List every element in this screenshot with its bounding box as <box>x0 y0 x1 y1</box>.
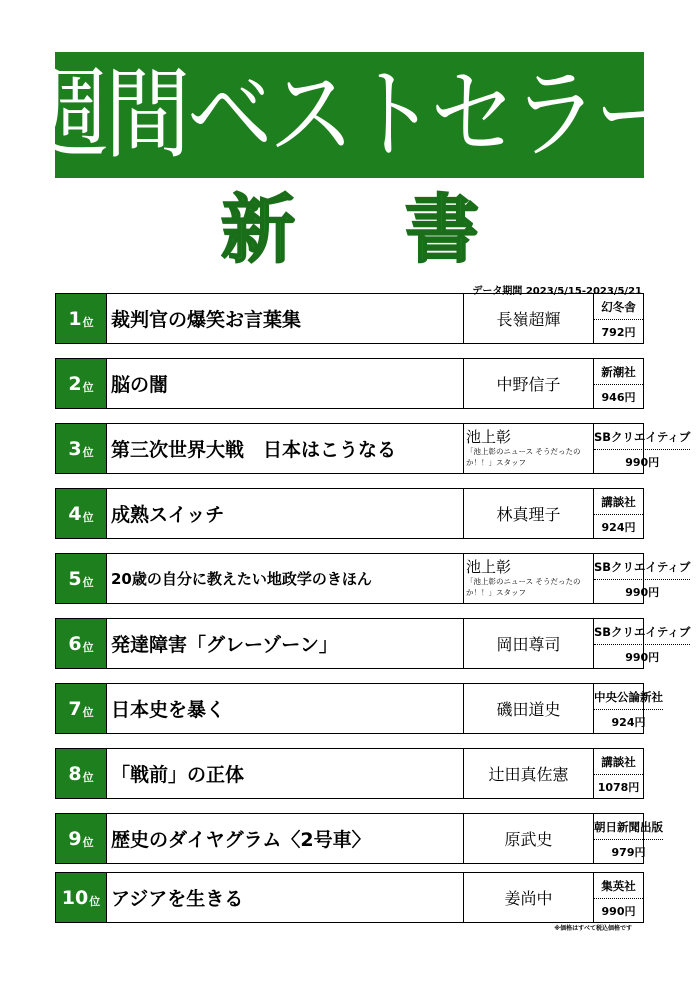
publisher: SBクリエイティブ <box>594 554 690 580</box>
author-name: 池上彰 <box>466 428 512 446</box>
ranking-row <box>55 358 644 409</box>
rank-number: 8 <box>68 762 82 785</box>
rank-badge <box>56 359 107 408</box>
author-name: 池上彰 <box>466 558 512 576</box>
publisher-price-cell <box>594 294 643 343</box>
book-title: 裁判官の爆笑お言葉集 <box>107 294 464 343</box>
rank-number: 1 <box>68 307 82 330</box>
rank-number: 10 <box>61 886 89 909</box>
publisher: SBクリエイティブ <box>594 619 690 645</box>
author-note: 「池上彰のニュース そうだったのか！！」スタッフ <box>466 577 581 597</box>
book-title: 発達障害「グレーゾーン」 <box>107 619 464 668</box>
publisher: 講談社 <box>594 749 643 775</box>
ranking-row <box>55 748 644 799</box>
author-name: 辻田真佐憲 <box>488 765 569 784</box>
price: 990円 <box>625 650 660 664</box>
publisher: 中央公論新社 <box>594 684 663 710</box>
rank-number: 9 <box>68 827 82 850</box>
author-cell <box>464 684 594 733</box>
price-footnote: ※価格はすべて税込価格です <box>554 925 632 932</box>
price: 990円 <box>625 585 660 599</box>
book-title: 「戦前」の正体 <box>107 749 464 798</box>
book-title: アジアを生きる <box>107 873 464 922</box>
publisher-price-cell <box>594 359 643 408</box>
book-title: 成熟スイッチ <box>107 489 464 538</box>
publisher-price-cell <box>594 749 643 798</box>
data-period: データ期間 2023/5/15-2023/5/21 <box>472 286 642 297</box>
rank-number: 4 <box>68 502 82 525</box>
author-cell <box>464 359 594 408</box>
rank-badge <box>56 294 107 343</box>
rank-suffix: 位 <box>82 510 94 524</box>
rank-badge <box>56 873 107 922</box>
ranking-row <box>55 618 691 669</box>
rank-number: 6 <box>68 632 82 655</box>
rank-number: 5 <box>68 567 82 590</box>
publisher-price-cell <box>594 554 690 603</box>
author-cell <box>464 424 594 473</box>
rank-badge <box>56 554 107 603</box>
category-right-char: 書 <box>405 187 479 273</box>
ranking-row <box>55 423 691 474</box>
rank-badge <box>56 814 107 863</box>
author-name: 長嶺超輝 <box>496 310 561 329</box>
author-name: 磯田道史 <box>496 700 561 719</box>
publisher: 講談社 <box>594 489 643 515</box>
rank-number: 2 <box>68 372 82 395</box>
publisher-price-cell <box>594 489 643 538</box>
publisher: SBクリエイティブ <box>594 424 690 450</box>
price: 1078円 <box>597 780 640 794</box>
author-cell <box>464 749 594 798</box>
publisher: 幻冬舎 <box>594 294 643 320</box>
price: 924円 <box>601 520 636 534</box>
author-cell <box>464 619 594 668</box>
ranking-row <box>55 293 644 344</box>
ranking-row <box>55 872 644 923</box>
price: 990円 <box>601 904 636 918</box>
author-cell <box>464 873 594 922</box>
rank-suffix: 位 <box>89 894 101 908</box>
publisher-price-cell <box>594 619 690 668</box>
publisher: 朝日新聞出版 <box>594 814 663 840</box>
author-cell <box>464 814 594 863</box>
rank-number: 7 <box>68 697 82 720</box>
book-title: 第三次世界大戦 日本はこうなる <box>107 424 464 473</box>
rank-suffix: 位 <box>82 835 94 849</box>
rank-number: 3 <box>68 437 82 460</box>
author-name: 姜尚中 <box>504 889 553 908</box>
book-title: 脳の闇 <box>107 359 464 408</box>
author-name: 原武史 <box>504 830 553 849</box>
author-note: 「池上彰のニュース そうだったのか！！」スタッフ <box>466 447 581 467</box>
ranking-row <box>55 553 691 604</box>
book-title: 歴史のダイヤグラム〈2号車〉 <box>107 814 464 863</box>
rank-badge <box>56 424 107 473</box>
price: 990円 <box>625 455 660 469</box>
rank-suffix: 位 <box>82 445 94 459</box>
rank-suffix: 位 <box>82 315 94 329</box>
rank-badge <box>56 619 107 668</box>
rank-badge <box>56 749 107 798</box>
publisher: 集英社 <box>594 873 643 899</box>
title-banner <box>22 52 677 178</box>
author-name: 岡田尊司 <box>496 635 561 654</box>
ranking-row <box>55 813 663 864</box>
publisher-price-cell <box>594 873 643 922</box>
rank-badge <box>56 489 107 538</box>
rank-badge <box>56 684 107 733</box>
rank-suffix: 位 <box>82 705 94 719</box>
rank-suffix: 位 <box>82 380 94 394</box>
price: 924円 <box>611 715 646 729</box>
author-name: 林真理子 <box>496 505 561 524</box>
ranking-row <box>55 683 663 734</box>
page-title: 週間ベストセラー <box>22 57 677 173</box>
price: 792円 <box>601 325 636 339</box>
rank-suffix: 位 <box>82 575 94 589</box>
rank-suffix: 位 <box>82 770 94 784</box>
ranking-row <box>55 488 644 539</box>
author-cell <box>464 489 594 538</box>
publisher: 新潮社 <box>594 359 643 385</box>
publisher-price-cell <box>594 424 690 473</box>
author-cell <box>464 294 594 343</box>
author-name: 中野信子 <box>496 375 561 394</box>
publisher-price-cell <box>594 684 663 733</box>
rank-suffix: 位 <box>82 640 94 654</box>
publisher-price-cell <box>594 814 663 863</box>
author-cell <box>464 554 594 603</box>
category-heading <box>0 187 700 273</box>
book-title: 日本史を暴く <box>107 684 464 733</box>
category-left-char: 新 <box>221 187 295 273</box>
price: 979円 <box>611 845 646 859</box>
price: 946円 <box>601 390 636 404</box>
book-title: 20歳の自分に教えたい地政学のきほん <box>107 554 464 603</box>
